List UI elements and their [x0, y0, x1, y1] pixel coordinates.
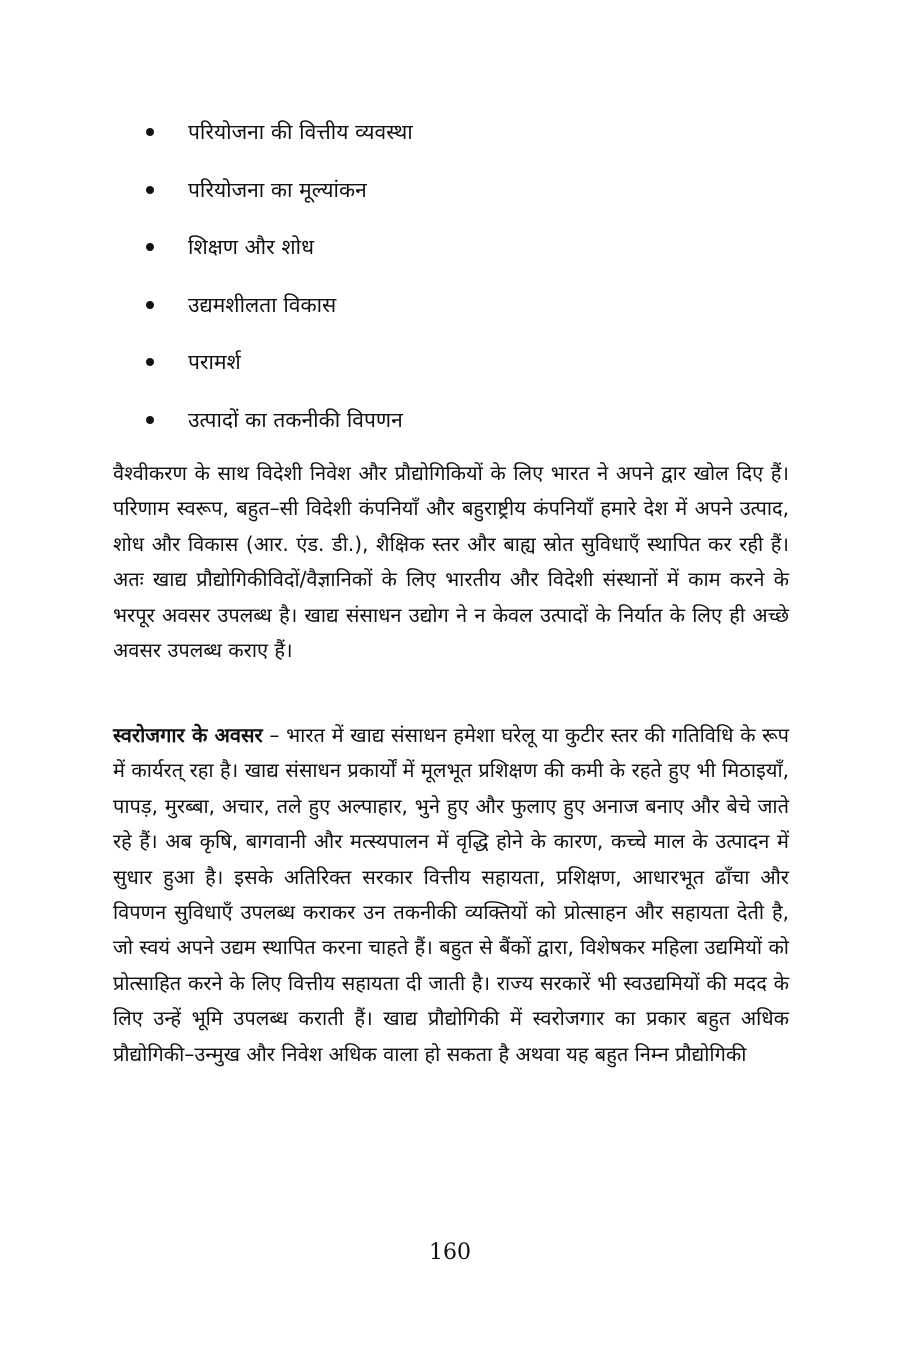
list-item-text: शिक्षण और शोध: [188, 235, 315, 259]
list-item: [140, 285, 780, 343]
bullet-dot-icon: [146, 128, 154, 136]
list-item: [140, 227, 780, 285]
list-item-text: उत्पादों का तकनीकी विपणन: [188, 407, 403, 432]
list-item: [140, 112, 780, 170]
list-item: [140, 342, 780, 400]
bullet-dot-icon: [146, 186, 154, 194]
page-number: 160: [429, 1240, 471, 1265]
list-item-text: उद्यमशीलता विकास: [188, 292, 337, 317]
paragraph-lead-heading: स्वरोजगार के अवसर: [113, 723, 263, 747]
bullet-dot-icon: [146, 358, 154, 366]
bullet-dot-icon: [146, 301, 154, 309]
paragraph-globalization: वैश्वीकरण के साथ विदेशी निवेश और प्रौद्योगिकियों के लिए भारत ने अपने द्वार खोल दिए हैं। परिणाम स्वरूप, बहुत–सी विदेशी कंपनियाँ और बहुराष्ट्रीय कंपनियाँ हमारे देश में अपने उत्पाद, शोध और विकास (आर. एंड. डी.), शैक्षिक स्तर और बाह्य स्रोत सुविधाएँ स्थापित कर रही हैं। अतः खाद्य प्रौद्योगिकीविदों/वैज्ञानिकों के लिए भारतीय और विदेशी संस्थानों में काम करने के भरपूर अवसर उपलब्ध है। खाद्य संसाधन उद्योग ने न केवल उत्पादों के निर्यात के लिए ही अच्छे अवसर उपलब्ध कराए हैं।: [113, 461, 789, 663]
paragraph-self-employment: [113, 718, 789, 1072]
list-item: [140, 400, 780, 458]
bullet-list: [140, 112, 780, 457]
bullet-dot-icon: [146, 243, 154, 251]
bullet-dot-icon: [146, 416, 154, 424]
list-item-text: परियोजना की वित्तीय व्यवस्था: [188, 120, 413, 144]
list-item-text: परियोजना का मूल्यांकन: [188, 177, 367, 202]
paragraph-body-text: – भारत में खाद्य संसाधन हमेशा घरेलू या कुटीर स्तर की गतिविधि के रूप में कार्यरत् रहा है। खाद्य संसाधन प्रकार्यों में मूलभूत प्रशिक्षण की कमी के रहते हुए भी मिठाइयाँ, पापड़, मुरब्बा, अचार, तले हुए अल्पाहार, भुने हुए और फुलाए हुए अनाज बनाए और बेचे जाते रहे हैं। अब कृषि, बागवानी और मत्स्यपालन में वृद्धि होने के कारण, कच्चे माल के उत्पादन में सुधार हुआ है। इसके अतिरिक्त सरकार वित्तीय सहायता, प्रशिक्षण, आधारभूत ढाँचा और विपणन सुविधाएँ उपलब्ध कराकर उन तकनीकी व्यक्तियों को प्रोत्साहन और सहायता देती है, जो स्वयं अपने उद्यम स्थापित करना चाहते हैं। बहुत से बैंकों द्वारा, विशेषकर महिला उद्यमियों को प्रोत्साहित करने के लिए वित्तीय सहायता दी जाती है। राज्य सरकारें भी स्वउद्यमियों की मदद के लिए उन्हें भूमि उपलब्ध कराती हैं। खाद्य प्रौद्योगिकी में स्वरोजगार का प्रकार बहुत अधिक प्रौद्योगिकी–उन्मुख और निवेश अधिक वाला हो सकता है अथवा यह बहुत निम्न प्रौद्योगिकी: [113, 723, 790, 1066]
list-item-text: परामर्श: [188, 350, 241, 374]
list-item: [140, 170, 780, 228]
